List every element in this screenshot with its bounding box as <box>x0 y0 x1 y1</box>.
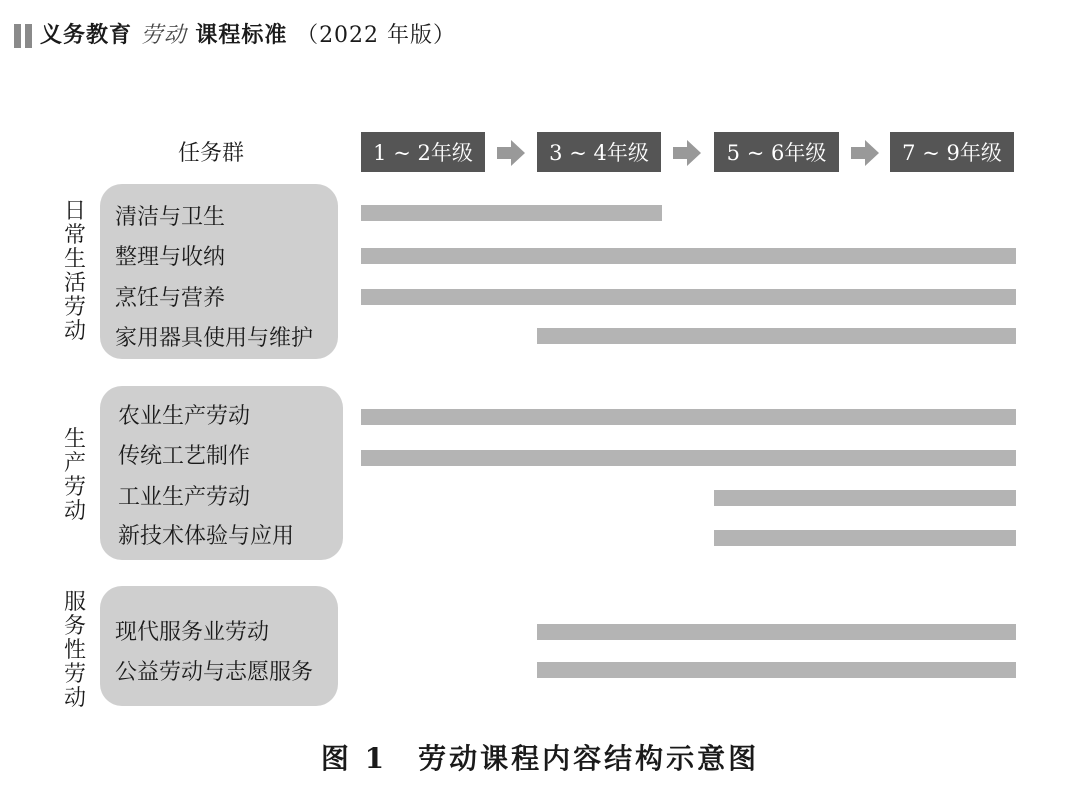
task-bar <box>714 490 1016 506</box>
stage-5-6: 5 ~ 6年级 <box>714 132 839 172</box>
task-label: 家用器具使用与维护 <box>115 326 314 351</box>
task-bar <box>361 248 1016 264</box>
task-label: 现代服务业劳动 <box>115 620 270 645</box>
group-label-char: 性 <box>63 638 86 663</box>
group-label-char: 生 <box>63 247 86 272</box>
group-label-char: 劳 <box>63 295 86 320</box>
task-bar <box>361 289 1016 305</box>
stage-3-4: 3 ~ 4年级 <box>537 132 661 172</box>
arrow-right-icon <box>497 140 525 166</box>
group-box-service <box>100 586 338 706</box>
group-label-char: 服 <box>63 590 86 615</box>
arrow-right-icon <box>673 140 701 166</box>
task-group-header: 任务群 <box>178 141 245 166</box>
task-bar <box>537 662 1016 678</box>
group-label-char: 动 <box>63 686 86 711</box>
group-label-char: 日 <box>63 199 86 224</box>
header-bar-left <box>14 24 21 48</box>
group-label-char: 生 <box>63 427 86 452</box>
task-label: 新技术体验与应用 <box>118 524 295 549</box>
header-title-main: 义务教育 <box>40 22 133 48</box>
group-label-char: 劳 <box>63 475 86 500</box>
group-label-char: 动 <box>63 499 86 524</box>
group-label-char: 产 <box>63 451 86 476</box>
task-bar <box>361 450 1016 466</box>
stage-1-2: 1 ~ 2年级 <box>361 132 485 172</box>
header-title <box>40 18 456 49</box>
group-label-daily-life <box>60 200 90 344</box>
group-label-char: 动 <box>63 319 86 344</box>
task-label: 传统工艺制作 <box>118 444 251 469</box>
header-bar-right <box>25 24 32 48</box>
task-bar <box>537 328 1016 344</box>
header-title-italic: 劳动 <box>140 23 187 48</box>
task-label: 农业生产劳动 <box>118 404 251 429</box>
figure-caption: 图 1 劳动课程内容结构示意图 <box>320 742 760 775</box>
group-label-char: 活 <box>63 271 86 296</box>
task-label: 清洁与卫生 <box>115 205 226 230</box>
task-label: 工业生产劳动 <box>118 485 251 510</box>
task-label: 公益劳动与志愿服务 <box>115 660 314 685</box>
group-label-char: 劳 <box>63 662 86 687</box>
task-bar <box>537 624 1016 640</box>
task-bar <box>361 205 662 221</box>
stage-7-9: 7 ~ 9年级 <box>890 132 1014 172</box>
task-bar <box>714 530 1016 546</box>
header-title-rest: 课程标准 <box>195 22 288 48</box>
header-title-year: （2022 年版） <box>296 23 457 48</box>
group-label-char: 常 <box>63 223 86 248</box>
task-bar <box>361 409 1016 425</box>
group-label-production <box>60 428 90 524</box>
group-label-service <box>60 591 90 711</box>
task-label: 烹饪与营养 <box>115 286 226 311</box>
task-label: 整理与收纳 <box>115 245 226 270</box>
group-label-char: 务 <box>63 614 86 639</box>
arrow-right-icon <box>851 140 879 166</box>
